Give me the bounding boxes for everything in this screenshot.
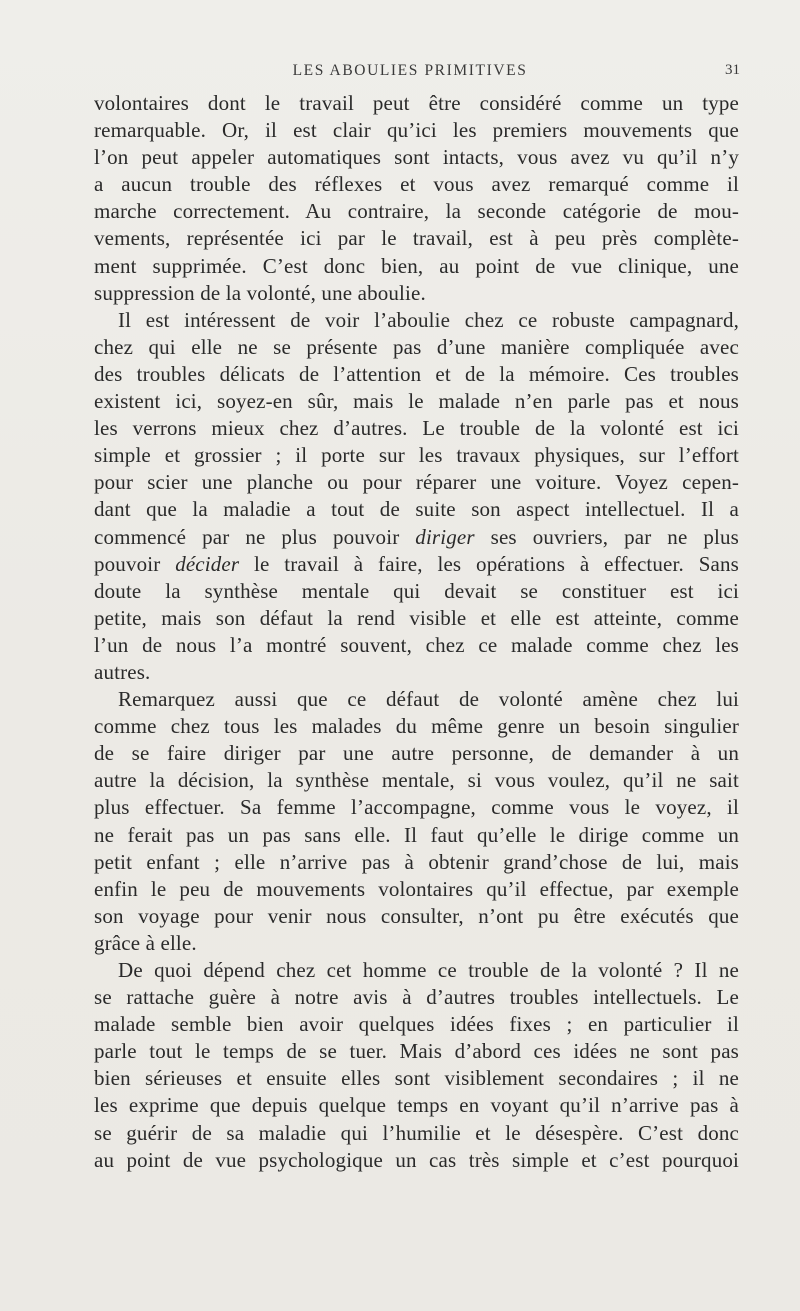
text-line: autre la décision, la synthèse mentale, si vous voulez, qu’il ne sait [94,768,739,793]
text-line: l’un de nous l’a montré souvent, chez ce malade comme chez les [94,632,739,657]
text-line: de se faire diriger par une autre personne, de demander à un [94,741,739,766]
body-text [94,90,739,1174]
running-title: LES ABOULIES PRIMITIVES [292,62,528,79]
text-line: son voyage pour venir nous consulter, n’ont pu être exécutés que [94,903,739,928]
text-line: existent ici, soyez-en sûr, mais le malade n’en parle pas et nous [94,389,739,414]
text-line: malade semble bien avoir quelques idées fixes ; en particulier il [94,1012,739,1037]
text-line: Remarquez aussi que ce défaut de volonté amène chez lui [118,687,739,712]
italic-word: diriger [415,524,475,549]
text-segment: ses ouvriers, par ne plus [474,524,739,549]
text-line: autres. [94,659,151,684]
text-line: les verrons mieux chez d’autres. Le trouble de la volonté est ici [94,416,739,441]
text-line: pour scier une planche ou pour réparer une voiture. Voyez cepen- [94,470,739,495]
text-line: De quoi dépend chez cet homme ce trouble de la volonté ? Il ne [118,958,739,982]
text-line: dant que la maladie a tout de suite son aspect intellectuel. Il a [94,497,739,522]
running-head [80,62,740,88]
text-line: grâce à elle. [94,930,197,955]
text-line: simple et grossier ; il porte sur les travaux physiques, sur l’effort [94,443,739,468]
text-line: ment supprimée. C’est donc bien, au point de vue clinique, une [94,253,739,278]
text-line: enfin le peu de mouvements volontaires qu’il effectue, par exemple [94,876,739,901]
text-line: petite, mais son défaut la rend visible et elle est atteinte, comme [94,605,739,630]
text-line [94,524,739,551]
page-number: 31 [725,62,740,78]
text-line: suppression de la volonté, une aboulie. [94,280,426,305]
text-line: des troubles délicats de l’attention et de la mémoire. Ces troubles [94,361,739,386]
text-line: plus effectuer. Sa femme l’accompagne, comme vous le voyez, il [94,795,739,820]
text-line: parle tout le temps de se tuer. Mais d’abord ces idées ne sont pas [94,1039,739,1064]
text-line: doute la synthèse mentale qui devait se constituer est ici [94,578,739,603]
text-line: se rattache guère à notre avis à d’autres troubles intellectuels. Le [94,985,739,1010]
text-line: l’on peut appeler automatiques sont intacts, vous avez vu qu’il n’y [94,145,739,170]
text-segment: le travail à faire, les opérations à effectuer. Sans [239,551,739,576]
text-line: au point de vue psychologique un cas très simple et c’est pourquoi [94,1147,739,1172]
text-line: a aucun trouble des réflexes et vous avez remarqué comme il [94,172,739,197]
italic-word: décider [175,551,240,576]
text-line: se guérir de sa maladie qui l’humilie et le désespère. C’est donc [94,1120,739,1145]
text-line: ne ferait pas un pas sans elle. Il faut qu’elle le dirige comme un [94,822,739,847]
text-line: vements, représentée ici par le travail, est à peu près complète- [94,226,739,251]
text-line: les exprime que depuis quelque temps en voyant qu’il n’arrive pas à [94,1093,739,1118]
text-line [94,551,739,578]
text-line: volontaires dont le travail peut être considéré comme un type [94,91,739,115]
text-line: Il est intéressent de voir l’aboulie chez ce robuste campagnard, [118,307,739,332]
text-line: comme chez tous les malades du même genre un besoin singulier [94,714,739,739]
text-segment: pouvoir [94,551,176,576]
text-line: chez qui elle ne se présente pas d’une manière compliquée avec [94,334,739,359]
text-segment: commencé par ne plus pouvoir [94,524,416,549]
text-line: remarquable. Or, il est clair qu’ici les premiers mouvements que [94,118,739,143]
text-line: bien sérieuses et ensuite elles sont visiblement secondaires ; il ne [94,1066,739,1091]
text-line: marche correctement. Au contraire, la seconde catégorie de mou- [94,199,739,224]
text-line: petit enfant ; elle n’arrive pas à obtenir grand’chose de lui, mais [94,849,739,874]
